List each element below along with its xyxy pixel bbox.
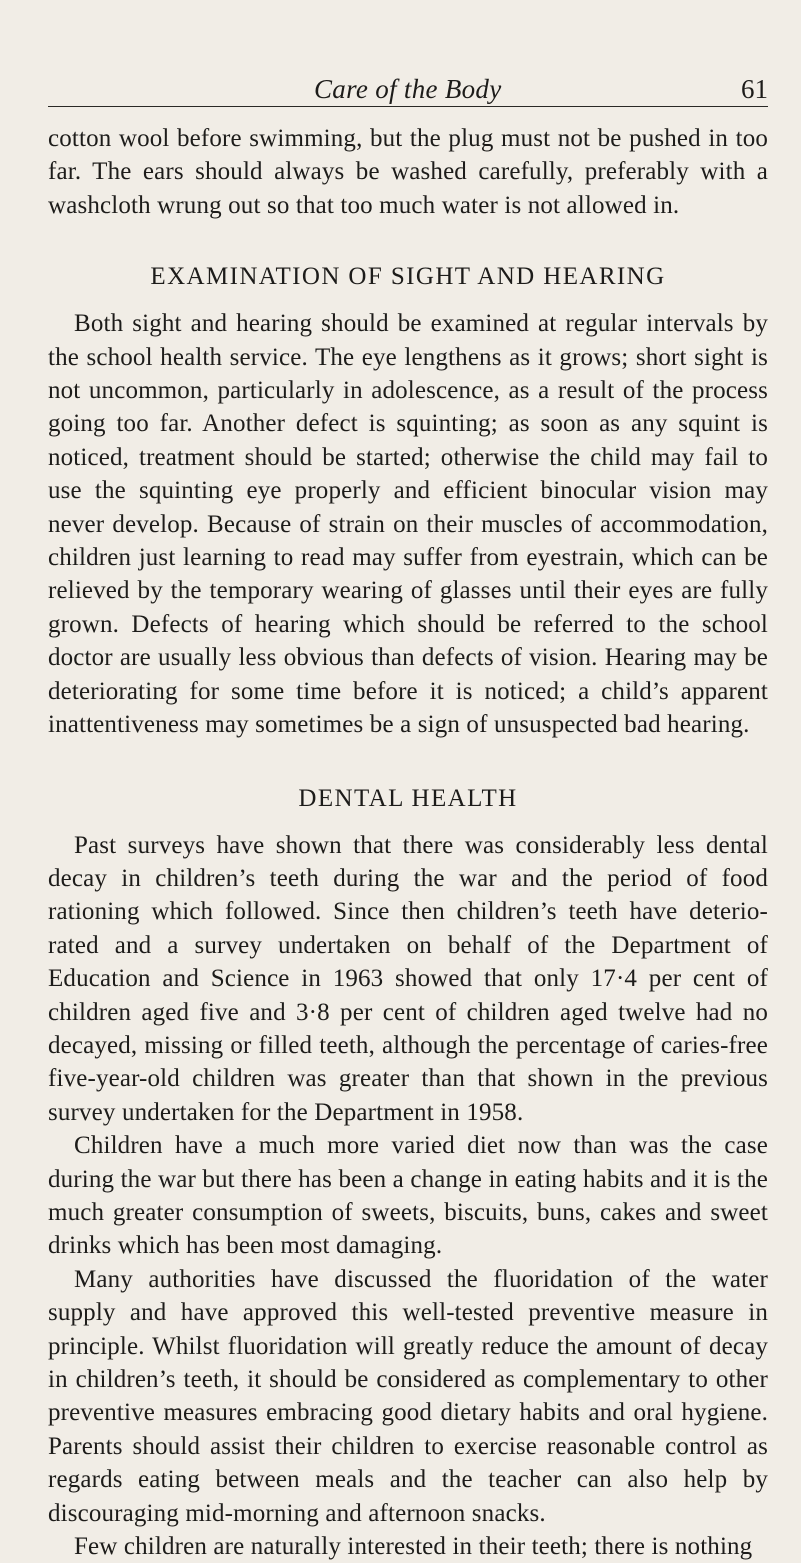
paragraph-sight-and-hearing: Both sight and hearing should be examined at regular intervals by the school health service. The eye lengthens as it grows; short sight is not uncommon, particularly in adolescence, as a result of the process going too far. Another defect is squinting; as soon as any squint is noticed, treatment should be started; otherwise the child may fail to use the squinting eye properly and efficient binocular vision may never develop. Because of strain on their muscles of accommodation, children just learning to read may suffer from eyestrain, which can be relieved by the temporary wearing of glasses until their eyes are fully grown. Defects of hearing which should be referred to the school doctor are usually less obvious than defects of vision. Hearing may be deteriorating for some time before it is noticed; a child’s apparent inattentiveness may sometimes be a sign of unsuspected bad hearing.: [48, 310, 768, 739]
page-number: 61: [741, 74, 768, 104]
heading-dental-health: DENTAL HEALTH: [298, 784, 518, 812]
paragraph-interest-in-teeth: Few children are naturally interested in their teeth; there is nothing: [74, 1533, 753, 1561]
book-page: [48, 0, 768, 1561]
paragraph-ear-care-continued: cotton wool before swimming, but the plug must not be pushed in too far. The ears should always be washed carefully, preferably with a washcloth wrung out so that too much water is not allowed in.: [48, 125, 768, 219]
heading-examination-of-sight-and-hearing: EXAMINATION OF SIGHT AND HEARING: [150, 263, 666, 291]
paragraph-fluoridation: Many authorities have discussed the fluoridation of the water supply and have approved this well-tested preventive measure in principle. Whilst fluoridation will greatly reduce the amount of decay in children’s teeth, it should be considered as complementary to other preventive measures embracing good dietary habits and oral hygiene. Parents should assist their children to exercise reasonable control as regards eating between meals and the teacher can also help by discouraging mid-morning and afternoon snacks.: [48, 1265, 768, 1527]
running-head-title: Care of the Body: [314, 74, 502, 104]
paragraph-eating-habits: Children have a much more varied diet now than was the case during the war but there has been a change in eating habits and it is the much greater consumption of sweets, biscuits, buns, cakes and sweet drinks which has been most damaging.: [48, 1132, 768, 1260]
page-body: [48, 122, 768, 1563]
paragraph-dental-surveys: Past surveys have shown that there was considerably less dental decay in children’s teeth during the war and the period of food rationing which followed. Since then children’s teeth have deterio-rated and a survey undertaken on behalf of the Department of Education and Science in 1963 showed that only 17·4 per cent of children aged five and 3·8 per cent of children aged twelve had no decayed, missing or filled teeth, although the percentage of caries-free five-year-old children was greater than that shown in the previous survey undertaken for the Department in 1958.: [48, 831, 768, 1126]
running-head: [48, 72, 768, 107]
